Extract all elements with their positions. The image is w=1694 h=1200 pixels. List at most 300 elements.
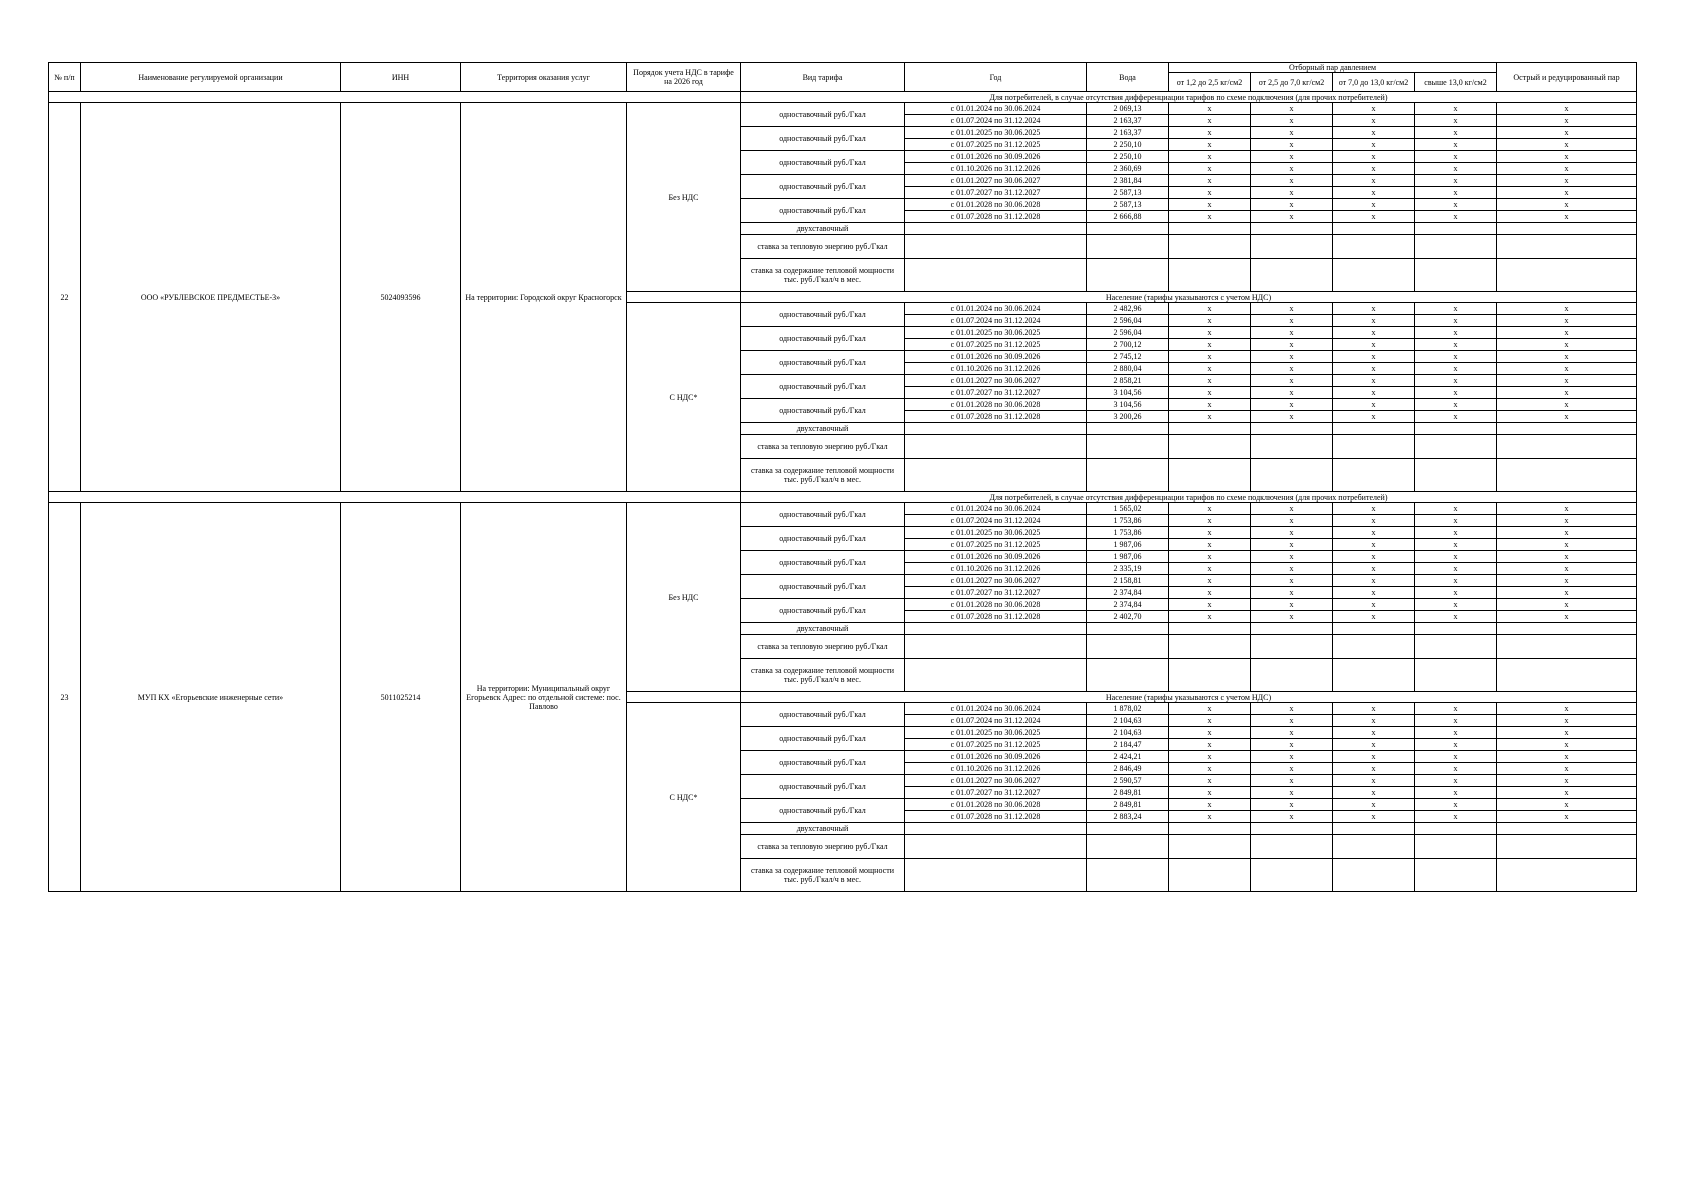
period-cell: с 01.01.2027 по 30.06.2027: [905, 775, 1087, 787]
steam-value: x: [1497, 115, 1637, 127]
steam-value: x: [1169, 375, 1251, 387]
steam-value: x: [1415, 199, 1497, 211]
period-cell: с 01.01.2026 по 30.09.2026: [905, 151, 1087, 163]
steam-value: x: [1251, 703, 1333, 715]
steam-value: x: [1497, 411, 1637, 423]
steam-value: x: [1333, 199, 1415, 211]
water-value: 3 104,56: [1087, 387, 1169, 399]
steam-value: x: [1415, 799, 1497, 811]
period-cell: с 01.07.2028 по 31.12.2028: [905, 211, 1087, 223]
steam-value: x: [1415, 127, 1497, 139]
steam-value: x: [1251, 387, 1333, 399]
steam-value: x: [1333, 387, 1415, 399]
steam-value: x: [1169, 303, 1251, 315]
empty-cell: [1087, 835, 1169, 859]
steam-value: x: [1415, 811, 1497, 823]
steam-value: x: [1333, 399, 1415, 411]
water-value: 2 596,04: [1087, 327, 1169, 339]
steam-value: x: [1169, 163, 1251, 175]
steam-value: x: [1251, 751, 1333, 763]
empty-cell: [1333, 835, 1415, 859]
steam-value: x: [1415, 211, 1497, 223]
tariff-type: одноставочный руб./Гкал: [741, 375, 905, 399]
water-value: 2 587,13: [1087, 187, 1169, 199]
empty-cell: [1251, 623, 1333, 635]
empty-cell: [1251, 423, 1333, 435]
water-value: 2 700,12: [1087, 339, 1169, 351]
water-value: 2 596,04: [1087, 315, 1169, 327]
empty-cell: [1497, 235, 1637, 259]
tariff-type: одноставочный руб./Гкал: [741, 527, 905, 551]
period-cell: с 01.07.2027 по 31.12.2027: [905, 187, 1087, 199]
steam-value: x: [1169, 551, 1251, 563]
tariff-type: одноставочный руб./Гкал: [741, 575, 905, 599]
steam-value: x: [1415, 575, 1497, 587]
steam-value: x: [1251, 375, 1333, 387]
steam-value: x: [1251, 811, 1333, 823]
steam-value: x: [1169, 139, 1251, 151]
steam-value: x: [1415, 139, 1497, 151]
steam-value: x: [1169, 715, 1251, 727]
steam-value: x: [1333, 751, 1415, 763]
steam-value: x: [1251, 115, 1333, 127]
steam-value: x: [1497, 515, 1637, 527]
empty-cell: [1333, 435, 1415, 459]
empty-cell: [1415, 835, 1497, 859]
empty-cell: [1087, 823, 1169, 835]
steam-value: x: [1169, 763, 1251, 775]
empty-cell: [1251, 823, 1333, 835]
steam-value: x: [1251, 539, 1333, 551]
steam-value: x: [1415, 399, 1497, 411]
header-steam-group: Отборный пар давлением: [1169, 63, 1497, 73]
empty-cell: [1087, 859, 1169, 892]
empty-cell: [1497, 659, 1637, 692]
tariff-body: [49, 92, 1637, 892]
steam-value: x: [1415, 387, 1497, 399]
period-cell: с 01.01.2028 по 30.06.2028: [905, 199, 1087, 211]
period-cell: с 01.07.2028 по 31.12.2028: [905, 611, 1087, 623]
org-name: МУП КХ «Егорьевские инженерные сети»: [81, 503, 341, 892]
empty-cell: [1497, 859, 1637, 892]
section-row: [49, 92, 1637, 103]
steam-value: x: [1169, 515, 1251, 527]
period-cell: с 01.10.2026 по 31.12.2026: [905, 363, 1087, 375]
steam-value: x: [1169, 411, 1251, 423]
empty-cell: [1169, 823, 1251, 835]
header-inn: ИНН: [341, 63, 461, 92]
steam-value: x: [1497, 363, 1637, 375]
steam-value: x: [1333, 527, 1415, 539]
steam-value: x: [1333, 575, 1415, 587]
empty-cell: [1333, 635, 1415, 659]
empty-cell: [1087, 635, 1169, 659]
empty-cell: [905, 623, 1087, 635]
empty-cell: [1497, 259, 1637, 292]
period-cell: с 01.01.2025 по 30.06.2025: [905, 727, 1087, 739]
empty-cell: [1415, 823, 1497, 835]
period-cell: с 01.01.2025 по 30.06.2025: [905, 527, 1087, 539]
water-value: 2 360,69: [1087, 163, 1169, 175]
header-steam-col: от 2,5 до 7,0 кг/см2: [1251, 73, 1333, 92]
steam-value: x: [1251, 563, 1333, 575]
period-cell: с 01.01.2027 по 30.06.2027: [905, 175, 1087, 187]
tariff-type: одноставочный руб./Гкал: [741, 551, 905, 575]
empty-cell: [1333, 235, 1415, 259]
steam-value: x: [1497, 763, 1637, 775]
empty-cell: [905, 223, 1087, 235]
steam-value: x: [1333, 103, 1415, 115]
empty-cell: [1169, 835, 1251, 859]
steam-value: x: [1251, 175, 1333, 187]
water-value: 2 104,63: [1087, 715, 1169, 727]
tariff-type: ставка за тепловую энергию руб./Гкал: [741, 835, 905, 859]
header-organization: Наименование регулируемой организации: [81, 63, 341, 92]
empty-cell: [1251, 259, 1333, 292]
steam-value: x: [1251, 351, 1333, 363]
steam-value: x: [1333, 303, 1415, 315]
steam-value: x: [1251, 587, 1333, 599]
water-value: 2 745,12: [1087, 351, 1169, 363]
steam-value: x: [1333, 375, 1415, 387]
steam-value: x: [1415, 611, 1497, 623]
section-blank: [627, 292, 741, 303]
steam-value: x: [1497, 575, 1637, 587]
header-steam-col: от 1,2 до 2,5 кг/см2: [1169, 73, 1251, 92]
empty-cell: [905, 235, 1087, 259]
empty-cell: [1497, 835, 1637, 859]
water-value: 2 381,84: [1087, 175, 1169, 187]
period-cell: с 01.07.2025 по 31.12.2025: [905, 539, 1087, 551]
steam-value: x: [1497, 327, 1637, 339]
period-cell: с 01.07.2024 по 31.12.2024: [905, 115, 1087, 127]
steam-value: x: [1497, 599, 1637, 611]
steam-value: x: [1251, 787, 1333, 799]
steam-value: x: [1251, 103, 1333, 115]
water-value: 3 104,56: [1087, 399, 1169, 411]
steam-value: x: [1251, 551, 1333, 563]
steam-value: x: [1169, 339, 1251, 351]
empty-cell: [1251, 635, 1333, 659]
tariff-type: одноставочный руб./Гкал: [741, 599, 905, 623]
empty-cell: [1087, 223, 1169, 235]
steam-value: x: [1169, 527, 1251, 539]
steam-value: x: [1169, 127, 1251, 139]
water-value: 2 335,19: [1087, 563, 1169, 575]
steam-value: x: [1251, 211, 1333, 223]
steam-value: x: [1333, 115, 1415, 127]
org-inn: 5024093596: [341, 103, 461, 492]
empty-cell: [1169, 235, 1251, 259]
empty-cell: [1251, 659, 1333, 692]
section-title: Население (тарифы указываются с учетом НДС): [741, 692, 1637, 703]
empty-cell: [1087, 235, 1169, 259]
steam-value: x: [1333, 151, 1415, 163]
period-cell: с 01.10.2026 по 31.12.2026: [905, 763, 1087, 775]
period-cell: с 01.01.2025 по 30.06.2025: [905, 127, 1087, 139]
steam-value: x: [1251, 575, 1333, 587]
steam-value: x: [1415, 563, 1497, 575]
tariff-table: [48, 62, 1637, 892]
section-title: Для потребителей, в случае отсутствия дифференциации тарифов по схеме подключения (для прочих потребителей): [741, 492, 1637, 503]
tariff-type: одноставочный руб./Гкал: [741, 775, 905, 799]
empty-cell: [1251, 859, 1333, 892]
steam-value: x: [1251, 799, 1333, 811]
water-value: 2 158,81: [1087, 575, 1169, 587]
empty-cell: [1415, 435, 1497, 459]
steam-value: x: [1169, 811, 1251, 823]
tariff-type: двухставочный: [741, 223, 905, 235]
vat-mode: С НДС*: [627, 303, 741, 492]
header-steam-col: от 7,0 до 13,0 кг/см2: [1333, 73, 1415, 92]
empty-cell: [1497, 623, 1637, 635]
steam-value: x: [1169, 727, 1251, 739]
steam-value: x: [1497, 587, 1637, 599]
steam-value: x: [1251, 187, 1333, 199]
empty-cell: [1333, 623, 1415, 635]
period-cell: с 01.10.2026 по 31.12.2026: [905, 163, 1087, 175]
empty-cell: [1497, 635, 1637, 659]
steam-value: x: [1333, 339, 1415, 351]
header-num: № п/п: [49, 63, 81, 92]
steam-value: x: [1497, 563, 1637, 575]
empty-cell: [1333, 859, 1415, 892]
steam-value: x: [1251, 527, 1333, 539]
steam-value: x: [1169, 199, 1251, 211]
table-row: [49, 103, 1637, 115]
water-value: 2 424,21: [1087, 751, 1169, 763]
steam-value: x: [1333, 611, 1415, 623]
water-value: 2 846,49: [1087, 763, 1169, 775]
empty-cell: [1497, 459, 1637, 492]
tariff-type: одноставочный руб./Гкал: [741, 151, 905, 175]
steam-value: x: [1415, 411, 1497, 423]
steam-value: x: [1497, 127, 1637, 139]
steam-value: x: [1415, 315, 1497, 327]
steam-value: x: [1497, 163, 1637, 175]
tariff-type: одноставочный руб./Гкал: [741, 303, 905, 327]
empty-cell: [1169, 435, 1251, 459]
empty-cell: [1251, 223, 1333, 235]
empty-cell: [1169, 423, 1251, 435]
period-cell: с 01.07.2024 по 31.12.2024: [905, 515, 1087, 527]
steam-value: x: [1251, 775, 1333, 787]
empty-cell: [1333, 459, 1415, 492]
org-number: 22: [49, 103, 81, 492]
header-territory: Территория оказания услуг: [461, 63, 627, 92]
tariff-type: одноставочный руб./Гкал: [741, 399, 905, 423]
steam-value: x: [1251, 411, 1333, 423]
tariff-type: двухставочный: [741, 823, 905, 835]
steam-value: x: [1169, 751, 1251, 763]
tariff-type: одноставочный руб./Гкал: [741, 175, 905, 199]
empty-cell: [1497, 223, 1637, 235]
water-value: 2 858,21: [1087, 375, 1169, 387]
empty-cell: [1333, 659, 1415, 692]
empty-cell: [1415, 223, 1497, 235]
header-steam-col: свыше 13,0 кг/см2: [1415, 73, 1497, 92]
steam-value: x: [1415, 151, 1497, 163]
empty-cell: [1497, 823, 1637, 835]
steam-value: x: [1497, 751, 1637, 763]
steam-value: x: [1497, 339, 1637, 351]
steam-value: x: [1497, 715, 1637, 727]
steam-value: x: [1497, 551, 1637, 563]
steam-value: x: [1415, 375, 1497, 387]
steam-value: x: [1169, 539, 1251, 551]
steam-value: x: [1251, 715, 1333, 727]
water-value: 2 184,47: [1087, 739, 1169, 751]
period-cell: с 01.01.2026 по 30.09.2026: [905, 351, 1087, 363]
steam-value: x: [1415, 363, 1497, 375]
steam-value: x: [1415, 103, 1497, 115]
steam-value: x: [1251, 503, 1333, 515]
org-territory: На территории: Городской округ Красногорск: [461, 103, 627, 492]
steam-value: x: [1497, 315, 1637, 327]
steam-value: x: [1415, 775, 1497, 787]
steam-value: x: [1333, 327, 1415, 339]
section-title: Население (тарифы указываются с учетом НДС): [741, 292, 1637, 303]
vat-mode: Без НДС: [627, 503, 741, 692]
water-value: 3 200,26: [1087, 411, 1169, 423]
water-value: 1 753,86: [1087, 515, 1169, 527]
steam-value: x: [1169, 351, 1251, 363]
steam-value: x: [1169, 363, 1251, 375]
water-value: 1 753,86: [1087, 527, 1169, 539]
water-value: 2 163,37: [1087, 127, 1169, 139]
period-cell: с 01.01.2026 по 30.09.2026: [905, 551, 1087, 563]
steam-value: x: [1415, 587, 1497, 599]
water-value: 2 849,81: [1087, 787, 1169, 799]
steam-value: x: [1415, 787, 1497, 799]
period-cell: с 01.01.2026 по 30.09.2026: [905, 751, 1087, 763]
water-value: 2 374,84: [1087, 599, 1169, 611]
tariff-type: ставка за тепловую энергию руб./Гкал: [741, 435, 905, 459]
steam-value: x: [1415, 503, 1497, 515]
water-value: 2 587,13: [1087, 199, 1169, 211]
header-year: Год: [905, 63, 1087, 92]
period-cell: с 01.01.2028 по 30.06.2028: [905, 399, 1087, 411]
steam-value: x: [1251, 739, 1333, 751]
steam-value: x: [1169, 611, 1251, 623]
period-cell: с 01.07.2025 по 31.12.2025: [905, 339, 1087, 351]
empty-cell: [1169, 459, 1251, 492]
steam-value: x: [1497, 703, 1637, 715]
water-value: 1 987,06: [1087, 551, 1169, 563]
section-blank: [627, 692, 741, 703]
steam-value: x: [1415, 115, 1497, 127]
steam-value: x: [1169, 175, 1251, 187]
steam-value: x: [1497, 387, 1637, 399]
steam-value: x: [1415, 175, 1497, 187]
vat-mode: Без НДС: [627, 103, 741, 292]
vat-mode: С НДС*: [627, 703, 741, 892]
steam-value: x: [1415, 327, 1497, 339]
section-row: [49, 492, 1637, 503]
steam-value: x: [1333, 211, 1415, 223]
steam-value: x: [1169, 211, 1251, 223]
steam-value: x: [1333, 563, 1415, 575]
steam-value: x: [1251, 163, 1333, 175]
steam-value: x: [1251, 151, 1333, 163]
steam-value: x: [1497, 375, 1637, 387]
steam-value: x: [1497, 151, 1637, 163]
empty-cell: [1497, 423, 1637, 435]
water-value: 2 069,13: [1087, 103, 1169, 115]
empty-cell: [1415, 635, 1497, 659]
empty-cell: [1415, 459, 1497, 492]
steam-value: x: [1333, 551, 1415, 563]
steam-value: x: [1497, 739, 1637, 751]
steam-value: x: [1169, 103, 1251, 115]
period-cell: с 01.07.2027 по 31.12.2027: [905, 787, 1087, 799]
steam-value: x: [1415, 715, 1497, 727]
steam-value: x: [1333, 787, 1415, 799]
tariff-type: двухставочный: [741, 423, 905, 435]
steam-value: x: [1251, 611, 1333, 623]
empty-cell: [1087, 259, 1169, 292]
period-cell: с 01.07.2028 по 31.12.2028: [905, 811, 1087, 823]
steam-value: x: [1333, 763, 1415, 775]
steam-value: x: [1169, 327, 1251, 339]
header-water: Вода: [1087, 63, 1169, 92]
steam-value: x: [1415, 739, 1497, 751]
steam-value: x: [1497, 199, 1637, 211]
tariff-type: одноставочный руб./Гкал: [741, 703, 905, 727]
steam-value: x: [1169, 599, 1251, 611]
empty-cell: [1169, 223, 1251, 235]
steam-value: x: [1251, 327, 1333, 339]
water-value: 1 987,06: [1087, 539, 1169, 551]
period-cell: с 01.10.2026 по 31.12.2026: [905, 563, 1087, 575]
steam-value: x: [1251, 363, 1333, 375]
steam-value: x: [1251, 303, 1333, 315]
empty-cell: [1251, 835, 1333, 859]
empty-cell: [1251, 235, 1333, 259]
tariff-type: одноставочный руб./Гкал: [741, 127, 905, 151]
steam-value: x: [1497, 211, 1637, 223]
steam-value: x: [1169, 387, 1251, 399]
period-cell: с 01.01.2024 по 30.06.2024: [905, 503, 1087, 515]
tariff-type: одноставочный руб./Гкал: [741, 199, 905, 223]
steam-value: x: [1169, 739, 1251, 751]
steam-value: x: [1333, 587, 1415, 599]
empty-cell: [1415, 259, 1497, 292]
steam-value: x: [1169, 787, 1251, 799]
steam-value: x: [1497, 351, 1637, 363]
steam-value: x: [1497, 139, 1637, 151]
water-value: 2 402,70: [1087, 611, 1169, 623]
steam-value: x: [1497, 103, 1637, 115]
steam-value: x: [1333, 411, 1415, 423]
steam-value: x: [1415, 527, 1497, 539]
empty-cell: [1169, 623, 1251, 635]
water-value: 2 163,37: [1087, 115, 1169, 127]
steam-value: x: [1497, 175, 1637, 187]
period-cell: с 01.01.2028 по 30.06.2028: [905, 799, 1087, 811]
steam-value: x: [1415, 187, 1497, 199]
empty-cell: [1087, 423, 1169, 435]
period-cell: с 01.07.2025 по 31.12.2025: [905, 139, 1087, 151]
empty-cell: [1333, 259, 1415, 292]
steam-value: x: [1251, 199, 1333, 211]
period-cell: с 01.01.2024 по 30.06.2024: [905, 703, 1087, 715]
steam-value: x: [1169, 799, 1251, 811]
water-value: 2 250,10: [1087, 151, 1169, 163]
period-cell: с 01.07.2027 по 31.12.2027: [905, 387, 1087, 399]
steam-value: x: [1415, 551, 1497, 563]
steam-value: x: [1251, 139, 1333, 151]
